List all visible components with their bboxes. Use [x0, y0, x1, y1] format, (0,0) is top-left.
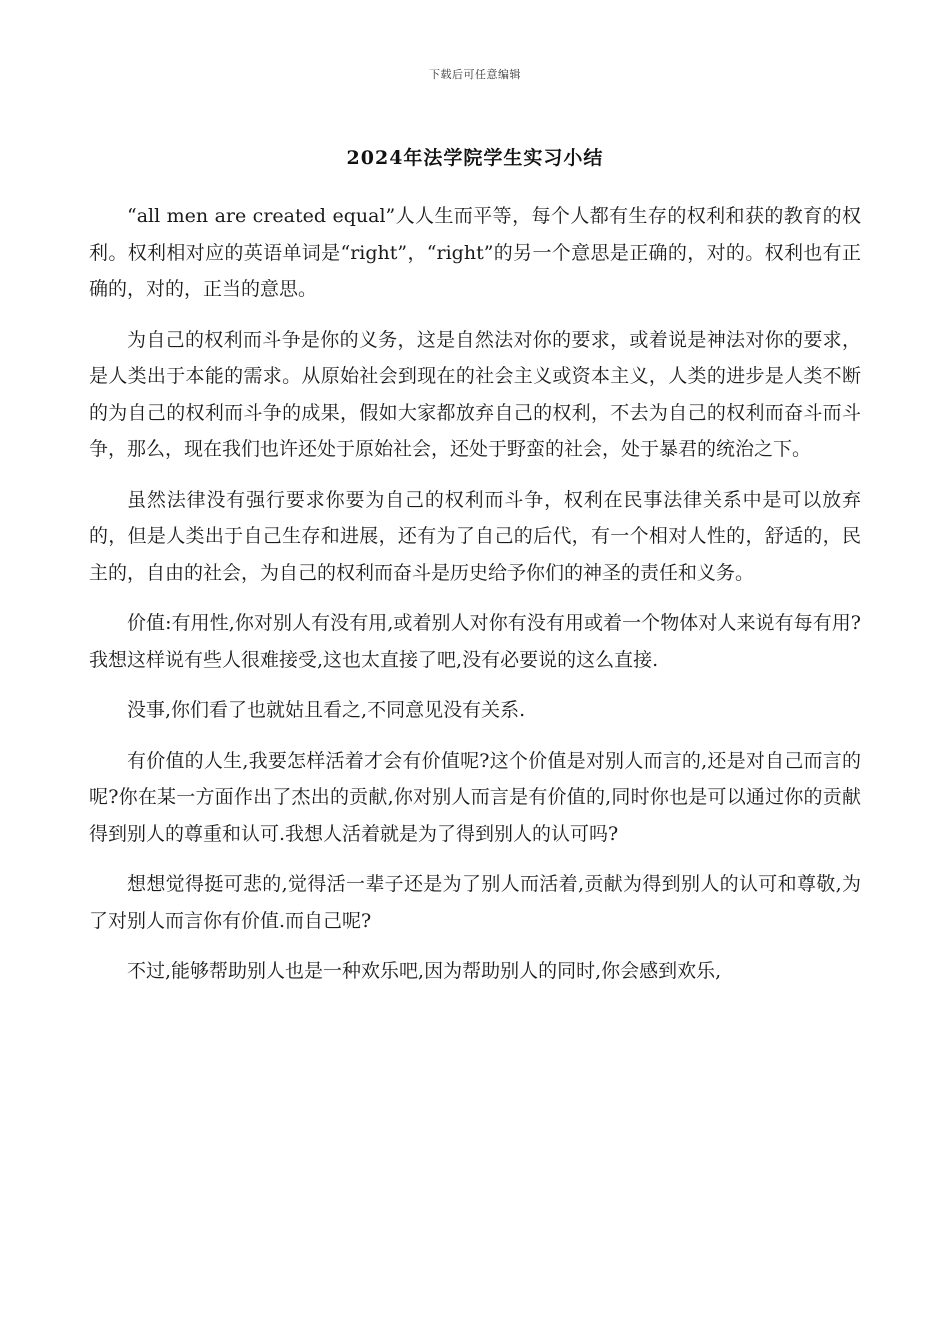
paragraph: 想想觉得挺可悲的,觉得活一辈子还是为了别人而活着,贡献为得到别人的认可和尊敬,为了对别人而言你有价值.而自己呢? — [89, 873, 861, 932]
paragraph: 有价值的人生,我要怎样活着才会有价值呢?这个价值是对别人而言的,还是对自己而言的呢?你在某一方面作出了杰出的贡献,你对别人而言是有价值的,同时你也是可以通过你的贡献得到别人的尊重和认可.我想人活着就是为了得到别人的认可吗? — [89, 749, 861, 845]
header-note: 下载后可任意编辑 — [429, 68, 521, 81]
paragraph: 为自己的权利而斗争是你的义务，这是自然法对你的要求，或着说是神法对你的要求，是人类出于本能的需求。从原始社会到现在的社会主义或资本主义，人类的进步是人类不断的为自己的权利而斗争的成果，假如大家都放弃自己的权利，不去为自己的权利而奋斗而斗争，那么，现在我们也许还处于原始社会，还处于野蛮的社会，处于暴君的统治之下。 — [89, 328, 861, 460]
paragraph: “all men are created equal”人人生而平等，每个人都有生存的权利和获的教育的权利。权利相对应的英语单词是“right”，“right”的另一个意思是正确的，对的。权利也有正确的，对的，正当的意思。 — [89, 205, 861, 300]
paragraph: 虽然法律没有强行要求你要为自己的权利而斗争，权利在民事法律关系中是可以放弃的，但是人类出于自己生存和进展，还有为了自己的后代，有一个相对人性的，舒适的，民主的，自由的社会，为自己的权利而奋斗是历史给予你们的神圣的责任和义务。 — [89, 488, 861, 584]
paragraph: 没事,你们看了也就姑且看之,不同意见没有关系. — [127, 699, 526, 721]
paragraph: 不过,能够帮助别人也是一种欢乐吧,因为帮助别人的同时,你会感到欢乐, — [127, 960, 722, 982]
document-body — [89, 198, 861, 1004]
paragraph: 价值:有用性,你对别人有没有用,或着别人对你有没有用或着一个物体对人来说有每有用?我想这样说有些人很难接受,这也太直接了吧,没有必要说的这么直接. — [89, 612, 861, 671]
document-title: 2024年法学院学生实习小结 — [346, 147, 604, 169]
